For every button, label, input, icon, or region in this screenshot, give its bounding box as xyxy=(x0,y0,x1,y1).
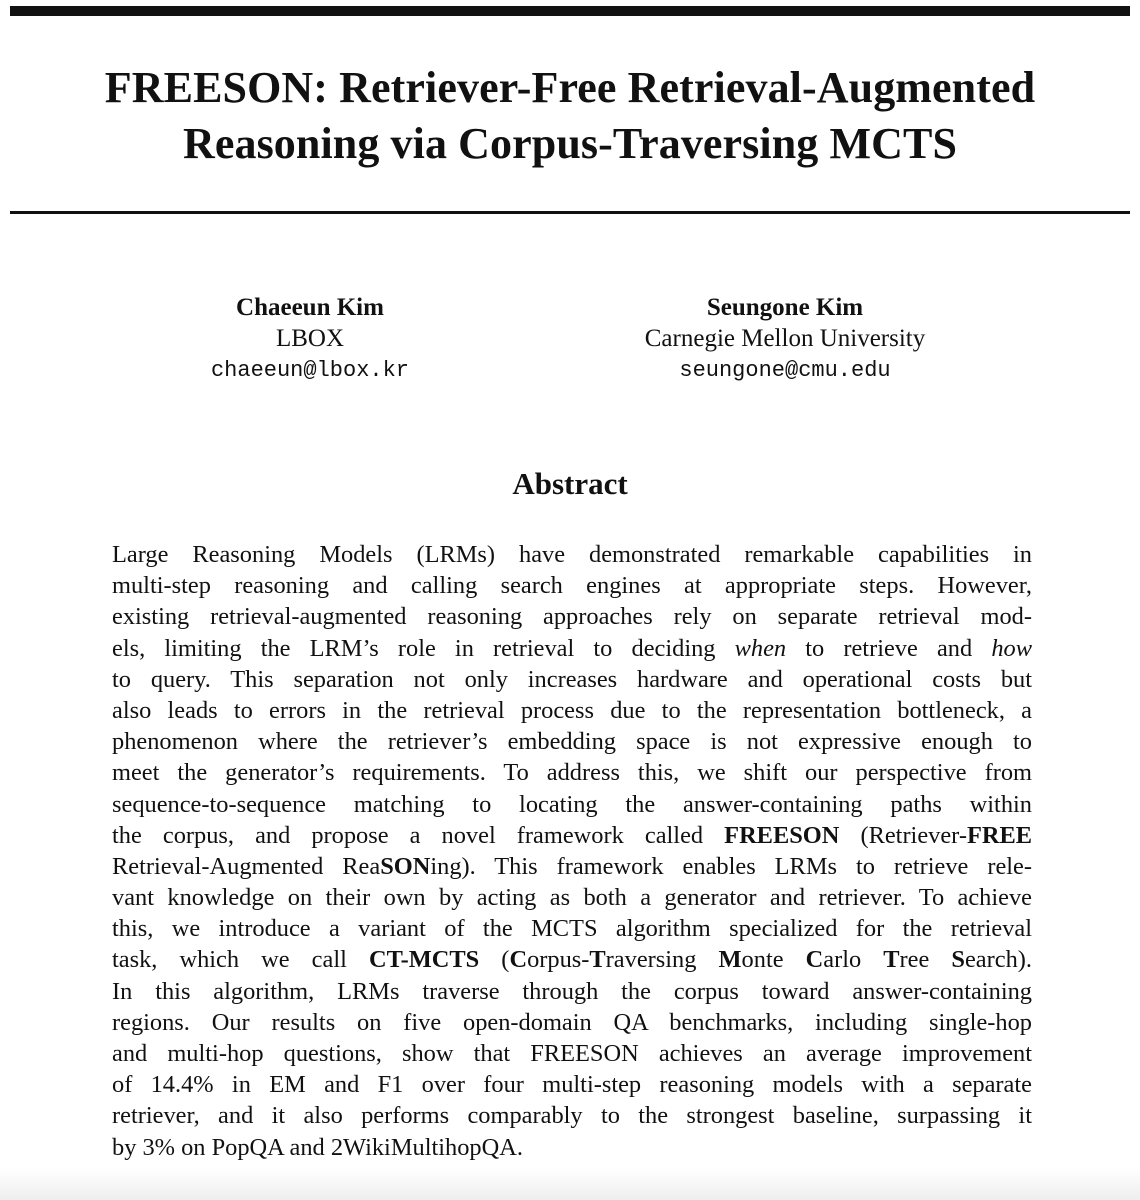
abstract-bold-run: C xyxy=(805,946,824,974)
abstract-text-run: ree xyxy=(899,946,952,974)
abstract-text-run: els, limiting the LRM’s role in retrieval to deciding xyxy=(112,634,735,662)
abstract-body xyxy=(112,539,1032,1163)
abstract-bold-run: S xyxy=(951,946,965,974)
abstract-line xyxy=(112,757,1032,788)
abstract-text-run: vant knowledge on their own by acting as both a generator and retriever. To achieve xyxy=(112,884,1032,912)
abstract-line xyxy=(112,539,1032,570)
abstract-heading: Abstract xyxy=(512,466,628,501)
abstract-text-run: phenomenon where the retriever’s embedding space is not expressive enough to xyxy=(112,728,1032,756)
abstract-text-run: this, we introduce a variant of the MCTS algorithm specialized for the retrieval xyxy=(112,915,1032,943)
abstract-line xyxy=(112,695,1032,726)
abstract-line xyxy=(112,851,1032,882)
author-email: seungone@cmu.edu xyxy=(679,358,891,383)
title-line-1: FREESON: Retriever-Free Retrieval-Augmented xyxy=(104,63,1036,112)
abstract-line xyxy=(112,1100,1032,1131)
abstract-bold-run: C xyxy=(509,946,528,974)
abstract-italic-run: how xyxy=(991,634,1032,662)
abstract-text-run: of 14.4% in EM and F1 over four multi-step reasoning models with a separate xyxy=(112,1071,1032,1099)
abstract-line xyxy=(112,789,1032,820)
abstract-line xyxy=(112,601,1032,632)
abstract-text-run: to query. This separation not only increases hardware and operational costs but xyxy=(112,665,1032,693)
abstract-text-run: (Retriever- xyxy=(839,821,967,849)
abstract-text-run: to retrieve and xyxy=(786,634,992,662)
abstract-text-run: orpus- xyxy=(527,946,590,974)
abstract-text-run: task, which we call xyxy=(112,946,369,974)
abstract-text-run: existing retrieval-augmented reasoning approaches rely on separate retrieval mod- xyxy=(112,603,1032,631)
abstract-text-run: In this algorithm, LRMs traverse through the corpus toward answer-containing xyxy=(112,977,1032,1005)
abstract-line xyxy=(112,944,1032,975)
author-name: Chaeeun Kim xyxy=(236,294,384,321)
abstract-line xyxy=(112,1007,1032,1038)
abstract-line xyxy=(112,633,1032,664)
abstract-line xyxy=(112,913,1032,944)
abstract-text-run: earch). xyxy=(964,946,1032,974)
abstract-text-run: meet the generator’s requirements. To address this, we shift our perspective from xyxy=(112,759,1032,787)
abstract-line xyxy=(112,1069,1032,1100)
abstract-text-run: regions. Our results on five open-domain QA benchmarks, including single-hop xyxy=(112,1008,1032,1036)
abstract-line xyxy=(112,1132,1032,1163)
abstract-bold-run: SON xyxy=(380,852,431,880)
abstract-text-run: also leads to errors in the retrieval process due to the representation bottleneck, a xyxy=(112,696,1032,724)
author-block-2 xyxy=(585,292,985,387)
abstract-line xyxy=(112,570,1032,601)
author-name: Seungone Kim xyxy=(706,294,864,321)
author-affiliation: LBOX xyxy=(275,325,345,352)
author-email: chaeeun@lbox.kr xyxy=(210,358,410,383)
abstract-text-run: multi-step reasoning and calling search engines at appropriate steps. However, xyxy=(112,572,1032,600)
abstract-text-run: Large Reasoning Models (LRMs) have demonstrated remarkable capabilities in xyxy=(112,541,1032,568)
page-bottom-shade xyxy=(0,1168,1140,1200)
abstract-line xyxy=(112,882,1032,913)
abstract-text-run: raversing xyxy=(605,946,719,974)
top-rule xyxy=(10,6,1130,16)
abstract-text-run: arlo xyxy=(823,946,884,974)
author-affiliation: Carnegie Mellon University xyxy=(644,325,926,352)
abstract-line xyxy=(112,1038,1032,1069)
title-line-2: Reasoning via Corpus-Traversing MCTS xyxy=(182,119,958,168)
abstract-bold-run: CT-MCTS xyxy=(368,946,480,974)
abstract-text-run: ing). This framework enables LRMs to retrieve rele- xyxy=(430,852,1032,880)
abstract-bold-run: FREE xyxy=(966,821,1033,849)
abstract-text-run: by 3% on PopQA and 2WikiMultihopQA. xyxy=(112,1133,523,1161)
abstract-italic-run: when xyxy=(734,634,787,662)
abstract-bold-run: T xyxy=(883,946,900,974)
abstract-text-run: retriever, and it also performs comparably to the strongest baseline, surpassing it xyxy=(112,1102,1032,1130)
abstract-text-run: the corpus, and propose a novel framework called xyxy=(112,821,725,849)
abstract-bold-run: T xyxy=(589,946,606,974)
abstract-bold-run: FREESON xyxy=(724,821,840,849)
abstract-line xyxy=(112,976,1032,1007)
abstract-text-run: onte xyxy=(741,946,806,974)
paper-title xyxy=(0,60,1140,172)
abstract-text-run: Retrieval-Augmented Rea xyxy=(112,852,381,880)
abstract-text-run: sequence-to-sequence matching to locating the answer-containing paths within xyxy=(112,790,1032,818)
abstract-line xyxy=(112,820,1032,851)
abstract-bold-run: M xyxy=(718,946,742,974)
abstract-text-run: and multi-hop questions, show that FREESON achieves an average improvement xyxy=(112,1040,1032,1067)
abstract-text-run: ( xyxy=(479,946,510,974)
author-block-1 xyxy=(160,292,460,387)
abstract-line xyxy=(112,664,1032,695)
title-bottom-rule xyxy=(10,211,1130,214)
abstract-line xyxy=(112,726,1032,757)
